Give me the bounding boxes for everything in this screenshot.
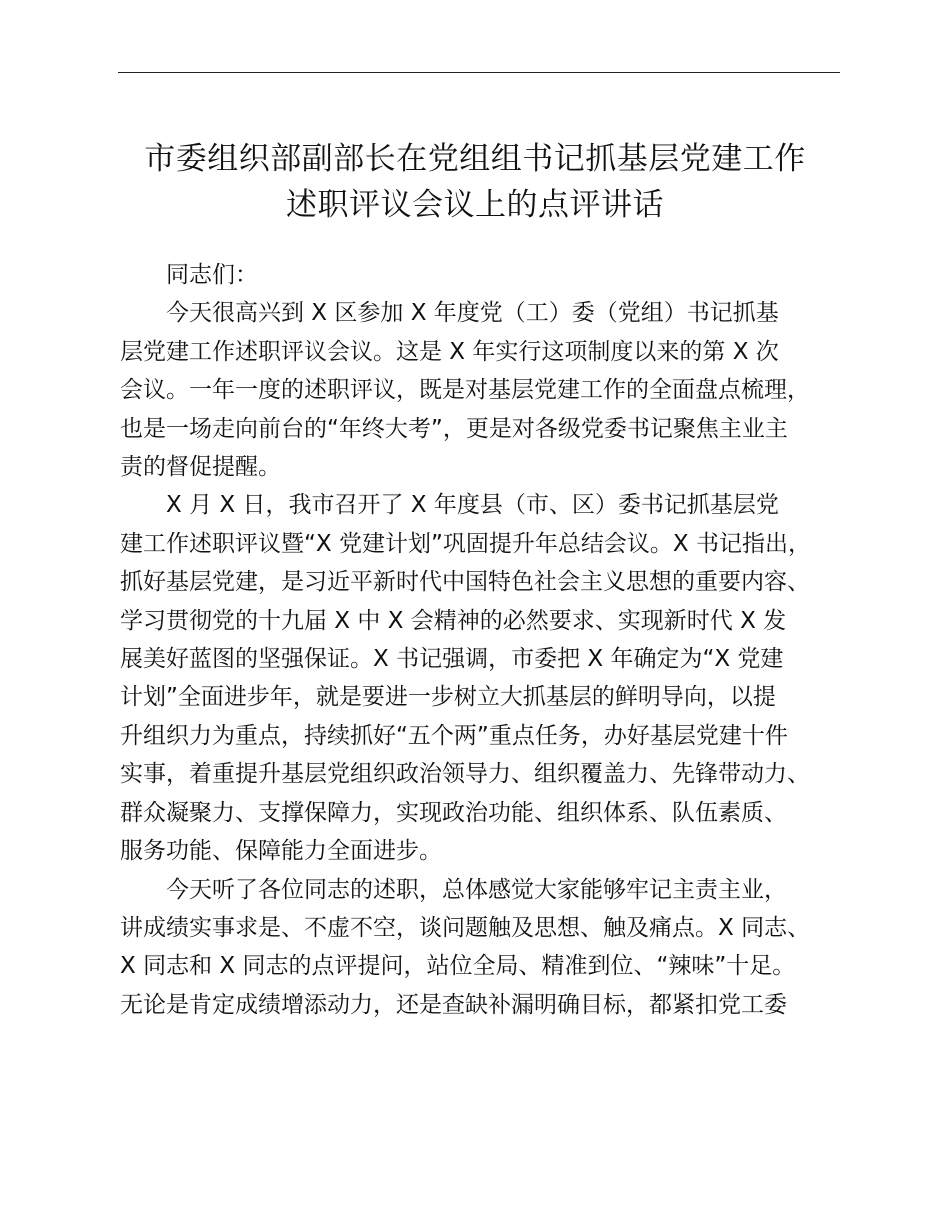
title-line-2: 述职评议会议上的点评讲话 xyxy=(286,187,664,223)
paragraph-line: X 同志和 X 同志的点评提问，站位全局、精准到位、“辣味”十足。 xyxy=(120,953,796,980)
paragraph-line: 抓好基层党建，是习近平新时代中国特色社会主义思想的重要内容、 xyxy=(120,569,810,596)
paragraph-line: 学习贯彻党的十九届 X 中 X 会精神的必然要求、实现新时代 X 发 xyxy=(120,607,787,634)
paragraph-line: 计划”全面进步年，就是要进一步树立大抓基层的鲜明导向，以提 xyxy=(120,684,776,711)
paragraph-line: 升组织力为重点，持续抓好“五个两”重点任务，办好基层党建十件 xyxy=(120,722,788,749)
paragraph-1 xyxy=(120,294,850,486)
paragraph-line: 也是一场走向前台的“年终大考”，更是对各级党委书记聚焦主业主 xyxy=(120,415,788,442)
title-line-1: 市委组织部副部长在党组组书记抓基层党建工作 xyxy=(144,141,806,177)
salutation xyxy=(120,256,850,294)
paragraph-line: 今天听了各位同志的述职，总体感觉大家能够牢记主责主业， xyxy=(166,876,787,903)
paragraph-line: 无论是肯定成绩增添动力，还是查缺补漏明确目标，都紧扣党工委 xyxy=(120,991,787,1018)
paragraph-line: X 月 X 日，我市召开了 X 年度县（市、区）委书记抓基层党 xyxy=(166,492,779,519)
document-body xyxy=(120,256,850,1024)
paragraph-line: 展美好蓝图的坚强保证。X 书记强调，市委把 X 年确定为“X 党建 xyxy=(120,646,784,673)
paragraph-line: 会议。一年一度的述职评议，既是对基层党建工作的全面盘点梳理， xyxy=(120,377,810,404)
paragraph-line: 建工作述职评议暨“X 党建计划”巩固提升年总结会议。X 书记指出， xyxy=(120,530,811,557)
paragraph-line: 责的督促提醒。 xyxy=(120,454,281,481)
paragraph-line: 服务功能、保障能力全面进步。 xyxy=(120,838,442,865)
paragraph-line: 实事，着重提升基层党组织政治领导力、组织覆盖力、先锋带动力、 xyxy=(120,761,810,788)
header-rule xyxy=(118,72,840,73)
paragraph-line: 讲成绩实事求是、不虚不空，谈问题触及思想、触及痛点。X 同志、 xyxy=(120,914,811,941)
paragraph-line: 群众凝聚力、支撑保障力，实现政治功能、组织体系、队伍素质、 xyxy=(120,799,787,826)
salutation-text: 同志们： xyxy=(166,262,258,288)
document-title xyxy=(100,136,850,228)
paragraph-2 xyxy=(120,486,850,870)
paragraph-line: 今天很高兴到 X 区参加 X 年度党（工）委（党组）书记抓基 xyxy=(166,300,779,327)
paragraph-line: 层党建工作述职评议会议。这是 X 年实行这项制度以来的第 X 次 xyxy=(120,338,779,365)
paragraph-3 xyxy=(120,871,850,1025)
